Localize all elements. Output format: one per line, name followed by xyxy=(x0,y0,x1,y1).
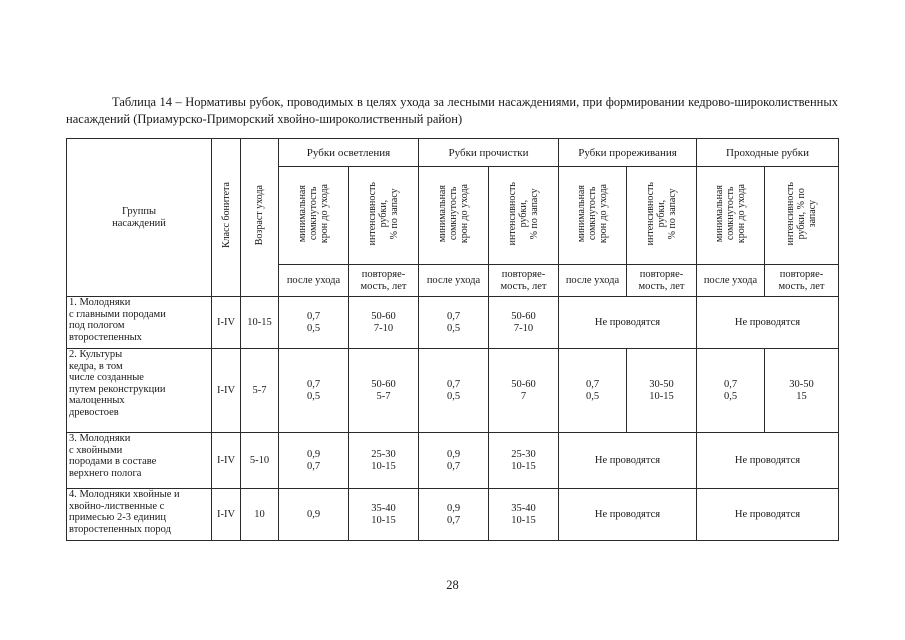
row-cell: 35-40 10-15 xyxy=(349,489,419,541)
row-prohod-na: Не проводятся xyxy=(697,297,839,349)
row-prorezh-na: Не проводятся xyxy=(559,433,697,489)
header-min-density-1: минимальная сомкнутость крон до ухода xyxy=(279,167,349,265)
row-cell: 30-50 10-15 xyxy=(627,349,697,433)
header-after-2: после ухода xyxy=(419,265,489,297)
header-intensity-3: интенсивность рубки, % по запасу xyxy=(627,167,697,265)
row-group: 4. Молодняки хвойные и хвойно-лиственные с примесью 2-3 единиц второстепенных пород xyxy=(67,489,212,541)
header-prorezhivanie: Рубки прореживания xyxy=(559,139,697,167)
header-osvetlenie: Рубки осветления xyxy=(279,139,419,167)
row-cell: 0,7 0,5 xyxy=(559,349,627,433)
row-cell: 50-60 7-10 xyxy=(489,297,559,349)
header-intensity-2: интенсивность рубки, % по запасу xyxy=(489,167,559,265)
header-groups: Группы насаждений xyxy=(67,139,212,297)
row-cell: 50-60 7-10 xyxy=(349,297,419,349)
header-repeat-3: повторяе- мость, лет xyxy=(627,265,697,297)
norms-table xyxy=(66,138,839,541)
row-group: 1. Молодняки с главными породами под пологом второстепенных xyxy=(67,297,212,349)
row-cell: 50-60 5-7 xyxy=(349,349,419,433)
row-prohod-na: Не проводятся xyxy=(697,433,839,489)
header-intensity-4: интенсивность рубки, % по запасу xyxy=(765,167,839,265)
header-min-density-4: минимальная сомкнутость крон до ухода xyxy=(697,167,765,265)
norms-table-wrapper xyxy=(66,138,839,541)
header-after-1: после ухода xyxy=(279,265,349,297)
header-prohodnye: Проходные рубки xyxy=(697,139,839,167)
row-cell: 0,9 0,7 xyxy=(419,433,489,489)
row-cell: 0,9 0,7 xyxy=(419,489,489,541)
row-bonitet: I-IV xyxy=(212,489,241,541)
header-repeat-4: повторяе- мость, лет xyxy=(765,265,839,297)
header-after-4: после ухода xyxy=(697,265,765,297)
row-age: 5-10 xyxy=(241,433,279,489)
row-prohod-na: Не проводятся xyxy=(697,489,839,541)
header-min-density-3: минимальная сомкнутость крон до ухода xyxy=(559,167,627,265)
row-cell: 0,7 0,5 xyxy=(697,349,765,433)
table-row xyxy=(67,433,839,489)
row-cell: 0,7 0,5 xyxy=(419,349,489,433)
row-group: 2. Культуры кедра, в том числе созданные путем реконструкции малоценных древостоев xyxy=(67,349,212,433)
row-prorezh-na: Не проводятся xyxy=(559,297,697,349)
row-cell: 0,7 0,5 xyxy=(279,349,349,433)
row-age: 10-15 xyxy=(241,297,279,349)
page-number: 28 xyxy=(446,578,459,592)
row-cell: 0,9 xyxy=(279,489,349,541)
table-title: Таблица 14 – Нормативы рубок, проводимых в целях ухода за лесными насаждениями, при формировании кедрово-широколиственных насаждений (Приамурско-Приморский хвойно-широколиственный район) xyxy=(66,95,838,126)
row-bonitet: I-IV xyxy=(212,433,241,489)
header-min-density-2: минимальная сомкнутость крон до ухода xyxy=(419,167,489,265)
row-age: 5-7 xyxy=(241,349,279,433)
header-repeat-1: повторяе- мость, лет xyxy=(349,265,419,297)
row-cell: 0,7 0,5 xyxy=(419,297,489,349)
header-after-3: после ухода xyxy=(559,265,627,297)
header-intensity-1: интенсивность рубки, % по запасу xyxy=(349,167,419,265)
row-bonitet: I-IV xyxy=(212,349,241,433)
table-row xyxy=(67,297,839,349)
header-row-cut-types xyxy=(67,139,839,167)
header-bonitet: Класс бонитета xyxy=(212,139,241,297)
row-cell: 25-30 10-15 xyxy=(349,433,419,489)
row-cell: 0,7 0,5 xyxy=(279,297,349,349)
row-bonitet: I-IV xyxy=(212,297,241,349)
row-group: 3. Молодняки с хвойными породами в составе верхнего полога xyxy=(67,433,212,489)
row-cell: 25-30 10-15 xyxy=(489,433,559,489)
row-cell: 0,9 0,7 xyxy=(279,433,349,489)
row-age: 10 xyxy=(241,489,279,541)
row-cell: 50-60 7 xyxy=(489,349,559,433)
header-prochistka: Рубки прочистки xyxy=(419,139,559,167)
row-cell: 30-50 15 xyxy=(765,349,839,433)
table-row xyxy=(67,349,839,433)
header-age: Возраст ухода xyxy=(241,139,279,297)
row-prorezh-na: Не проводятся xyxy=(559,489,697,541)
table-row xyxy=(67,489,839,541)
row-cell: 35-40 10-15 xyxy=(489,489,559,541)
header-repeat-2: повторяе- мость, лет xyxy=(489,265,559,297)
